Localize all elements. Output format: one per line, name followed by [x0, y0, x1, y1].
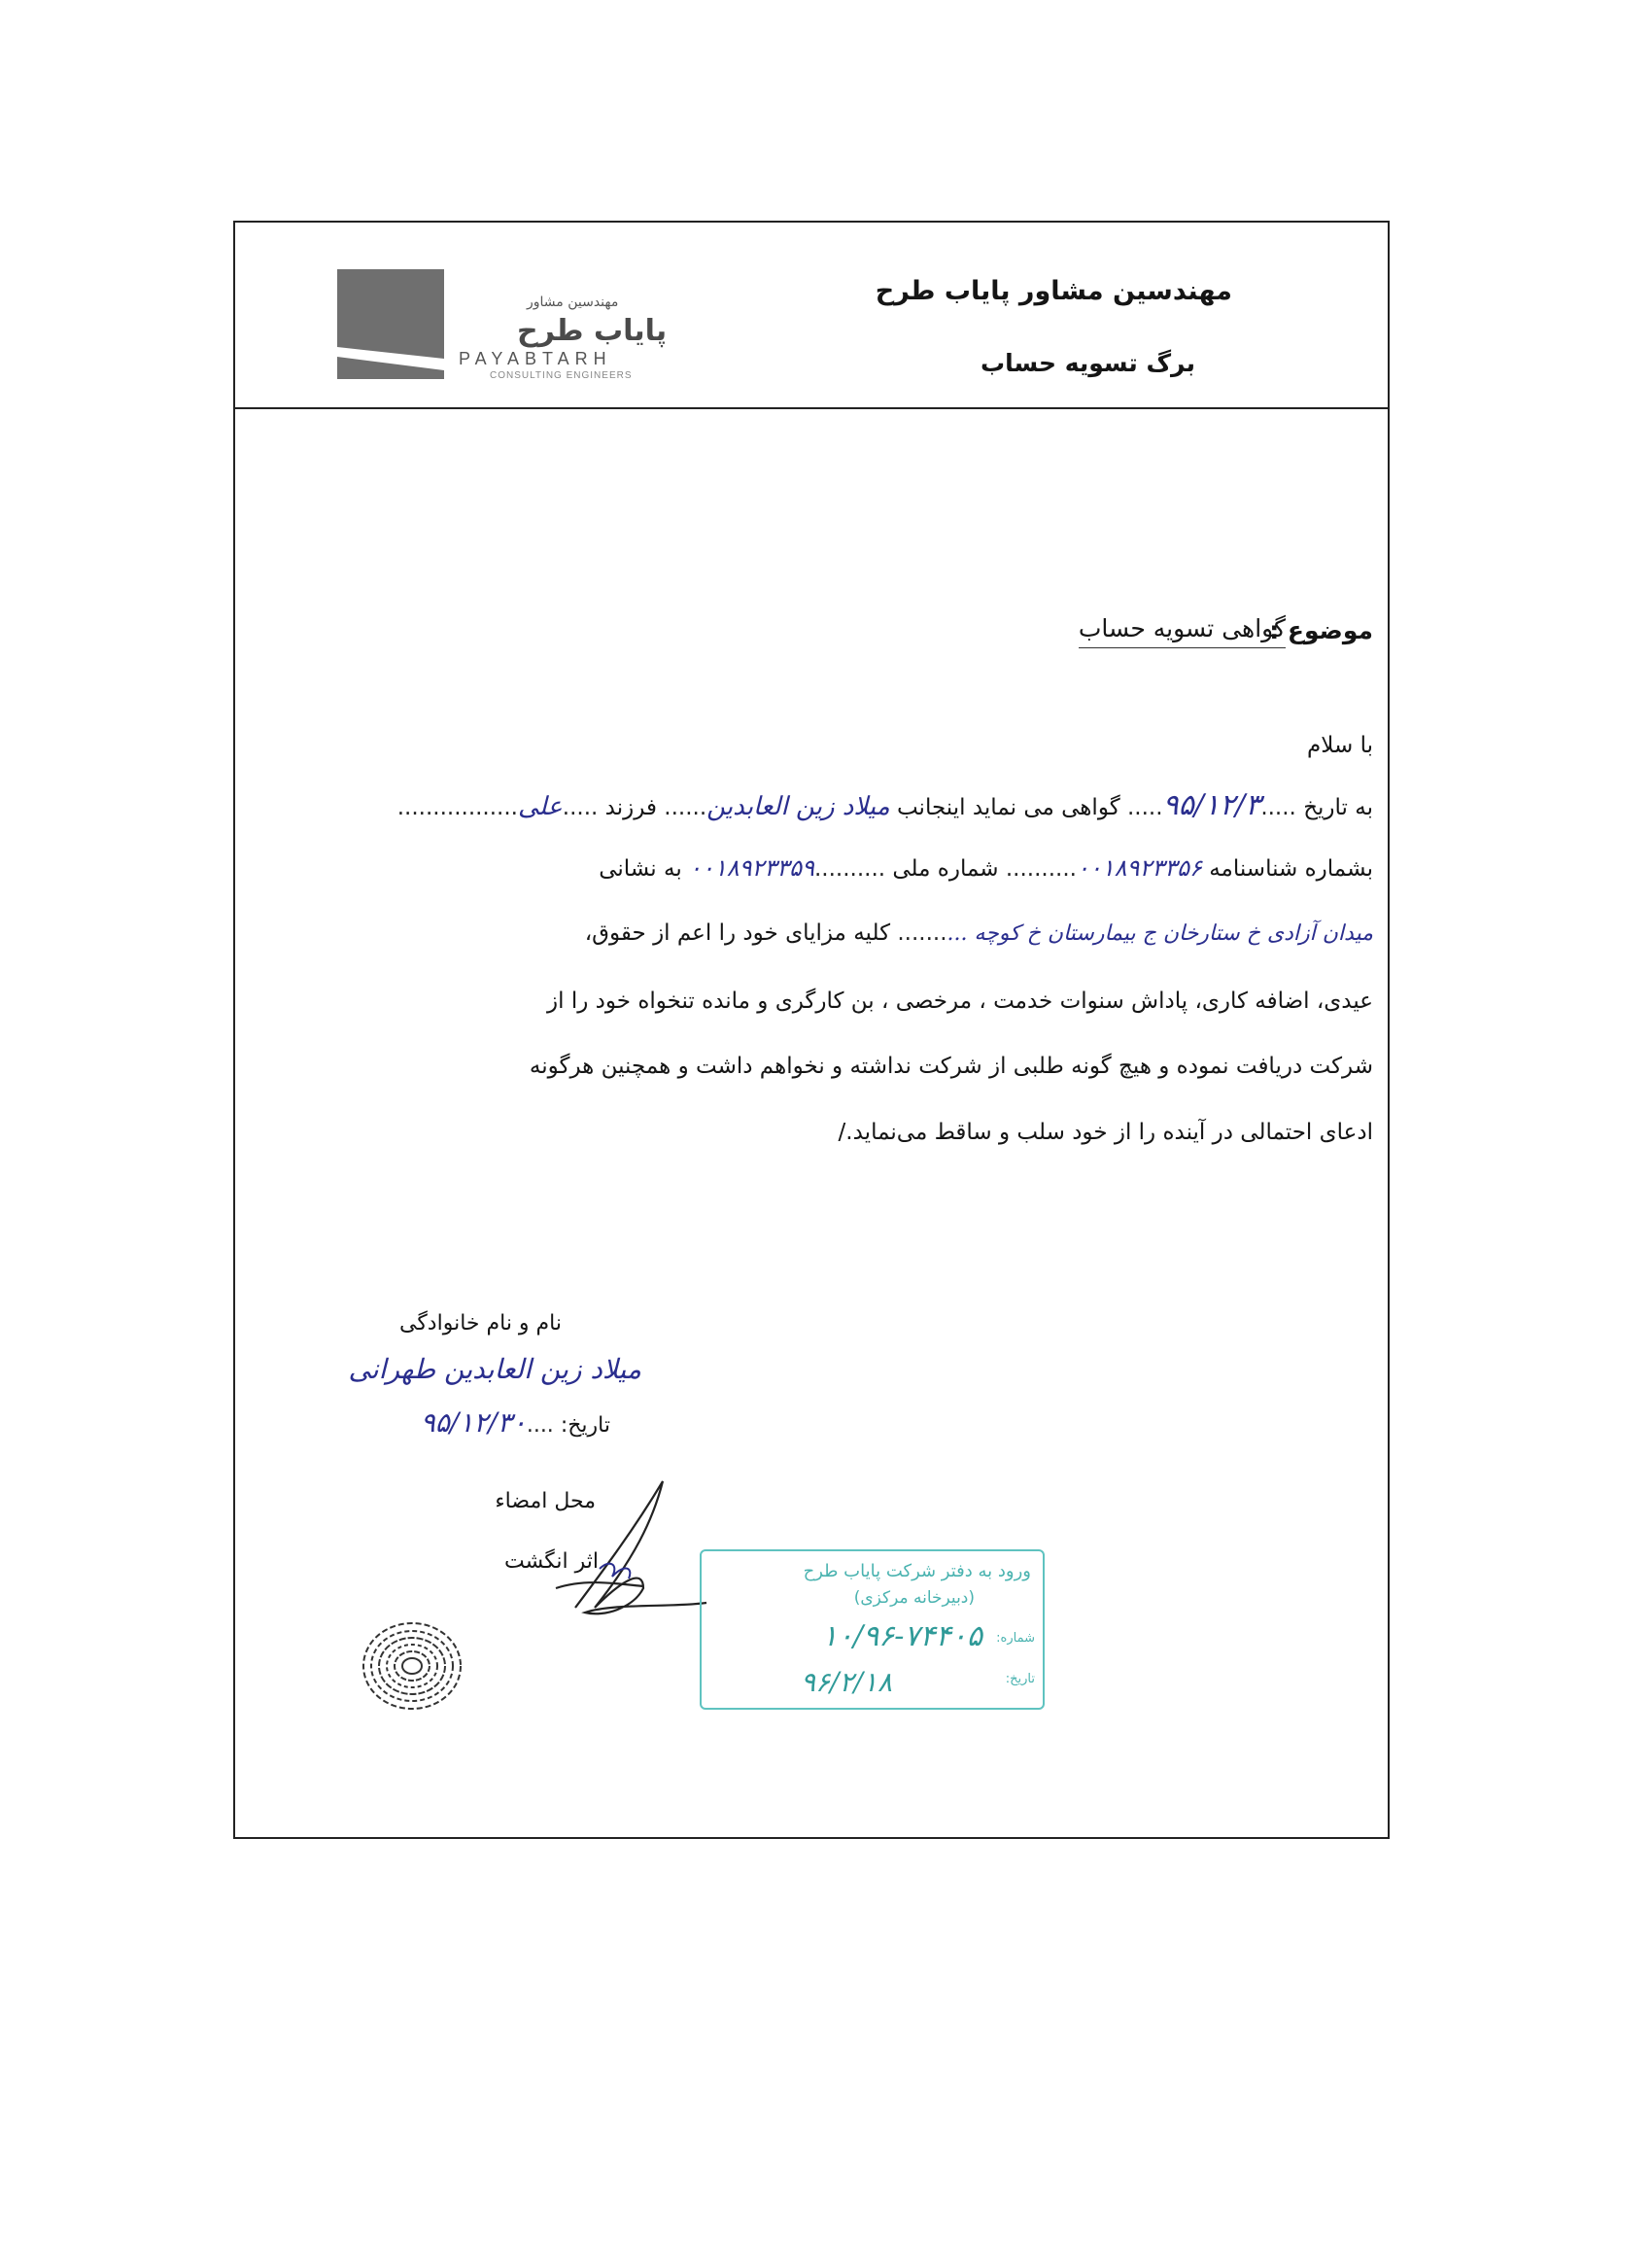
national-number-label: شماره ملی — [892, 856, 999, 882]
company-title: مهندسین مشاور پایاب طرح — [875, 276, 1232, 306]
dotted-leader: .......... — [1005, 856, 1077, 882]
form-header — [235, 223, 1388, 409]
body-line-1 — [397, 788, 1373, 822]
form-frame — [233, 221, 1390, 1839]
handwritten-signature-date: ۹۵/۱۲/۳۰ — [420, 1406, 527, 1439]
dotted-leader: ..... — [1260, 795, 1296, 820]
dotted-leader: ....... — [897, 920, 947, 946]
handwritten-id-number: ۰۰۱۸۹۲۳۳۵۶ — [1076, 854, 1202, 882]
signature-icon — [488, 1462, 711, 1637]
logo-subtitle-fa: مهندسین مشاور — [527, 295, 619, 310]
signature-date-label: تاریخ: — [560, 1413, 610, 1438]
id-prefix: بشماره شناسنامه — [1209, 856, 1373, 882]
stamp-line-2: (دبیرخانه مرکزی) — [853, 1588, 975, 1608]
registry-stamp — [700, 1549, 1045, 1710]
fingerprint-label: اثر انگشت — [504, 1549, 599, 1574]
handwritten-name: میلاد زین العابدین — [706, 792, 890, 821]
body-line-5: شرکت دریافت نموده و هیچ گونه طلبی از شرکت نداشته و نخواهم داشت و همچنین هرگونه — [529, 1054, 1373, 1079]
full-name-label: نام و نام خانوادگی — [398, 1311, 562, 1336]
handwritten-national-number: ۰۰۱۸۹۲۳۳۵۹ — [689, 854, 814, 882]
signature-place-label: محل امضاء — [495, 1489, 596, 1513]
logo-stripe-icon — [337, 269, 444, 379]
logo-subtitle-en: CONSULTING ENGINEERS — [490, 370, 633, 381]
benefits-text: کلیه مزایای خود را اعم از حقوق، — [584, 920, 891, 946]
child-of-text: فرزند — [604, 795, 657, 820]
logo-name-en: PAYABTARH — [459, 349, 612, 368]
company-logo-mark — [337, 269, 444, 379]
stamp-number: ۱۰/۹۶-۷۴۴۰۵ — [821, 1619, 982, 1653]
dotted-leader: .......... — [813, 856, 886, 882]
certifies-text: گواهی می نماید اینجانب — [896, 795, 1120, 820]
subject-label: موضوع : — [1269, 616, 1373, 644]
fingerprint-icon — [352, 1613, 468, 1719]
greeting: با سلام — [1307, 733, 1373, 758]
body-line-3 — [585, 920, 1373, 946]
date-prefix: به تاریخ — [1303, 795, 1373, 820]
dotted-leader: .... — [526, 1413, 554, 1438]
subject-value: گواهی تسویه حساب — [1079, 614, 1286, 648]
stamp-number-label: شماره: — [996, 1631, 1035, 1646]
date-label — [421, 1406, 610, 1439]
stamp-date: ۹۶/۲/۱۸ — [800, 1666, 892, 1698]
address-label: به نشانی — [599, 856, 682, 882]
body-line-4: عیدی، اضافه کاری، پاداش سنوات خدمت ، مرخصی ، بن کارگری و مانده تنخواه خود را از — [547, 989, 1373, 1014]
form-title: برگ تسویه حساب — [981, 349, 1195, 377]
dotted-leader: ...... — [664, 795, 707, 820]
stamp-line-1: ورود به دفتر شرکت پایاب طرح — [803, 1561, 1031, 1581]
dotted-leader: ..... — [1126, 795, 1163, 820]
handwritten-address: میدان آزادی خ ستارخان ج بیمارستان خ کوچه ... — [946, 921, 1373, 946]
dotted-leader: ..... — [562, 795, 599, 820]
logo-name-fa: پایاب طرح — [517, 314, 668, 348]
handwritten-date: ۹۵/۱۲/۳ — [1162, 788, 1261, 822]
handwritten-full-name: میلاد زین العابدین طهرانی — [348, 1353, 641, 1385]
dotted-leader: ................. — [396, 795, 518, 820]
handwritten-father: علی — [518, 792, 563, 821]
body-line-6: ادعای احتمالی در آینده را از خود سلب و ساقط می‌نماید./ — [838, 1120, 1373, 1145]
stamp-date-label: تاریخ: — [1005, 1672, 1035, 1686]
body-line-2 — [599, 854, 1373, 882]
